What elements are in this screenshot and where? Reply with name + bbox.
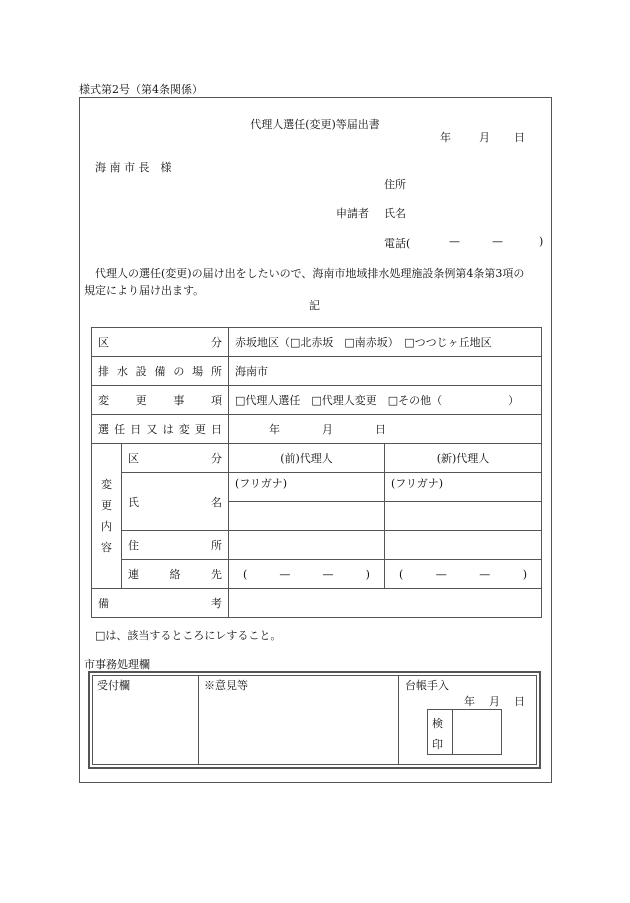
date-label: 選 任 日 又 は 変 更 日 <box>92 415 229 444</box>
before-contact-field: ( — — ) <box>229 560 385 589</box>
checkbox-note: □は、該当するところにレすること。 <box>95 629 282 642</box>
ledger-date-month: 月 <box>489 695 500 708</box>
before-agent-header: (前)代理人 <box>229 444 385 473</box>
body-text-line-2: 規定により届け出ます。 <box>84 284 205 297</box>
division-value: 赤坂地区（□北赤坂 □南赤坂） □つつじヶ丘地区 <box>229 328 542 357</box>
form-number-label: 様式第2号（第4条関係） <box>79 83 203 96</box>
seal-label-1: 検 <box>432 717 443 730</box>
applicant-phone-label: 電話( <box>384 237 411 250</box>
remarks-label: 備 考 <box>92 589 229 618</box>
seal-label-2: 印 <box>432 738 443 751</box>
ledger-label: 台帳手入 <box>405 679 449 692</box>
body-text-line-1: 代理人の選任(変更)の届け出をしたいので、海南市地域排水処理施設条例第4条第3項の <box>84 267 525 280</box>
applicant-phone-close: ) <box>539 235 544 248</box>
applicant-phone-dash-2: — <box>492 235 503 248</box>
date-day: 日 <box>514 131 525 144</box>
contact-label: 連 絡 先 <box>122 560 229 589</box>
row-date <box>92 415 542 444</box>
opinion-label: ※意見等 <box>204 679 248 692</box>
after-furigana: (フリガナ) <box>385 473 542 502</box>
change-item-value: □代理人選任 □代理人変更 □その他（ ） <box>229 386 542 415</box>
form-title: 代理人選任(変更)等届出書 <box>250 118 380 131</box>
applicant-phone-dash-1: — <box>449 235 460 248</box>
before-address-field <box>229 531 385 560</box>
after-address-field <box>385 531 542 560</box>
after-contact-field: ( — — ) <box>385 560 542 589</box>
reception-label: 受付欄 <box>97 679 130 692</box>
ledger-date-day: 日 <box>514 695 525 708</box>
location-label: 排 水 設 備 の 場 所 <box>92 357 229 386</box>
change-contents-label: 変 更 内 容 <box>92 444 122 589</box>
applicant-name-label: 氏名 <box>384 207 406 220</box>
before-name-field <box>229 502 385 531</box>
details-table <box>91 327 542 618</box>
addressee: 海 南 市 長 様 <box>95 161 172 174</box>
row-furigana <box>92 473 542 502</box>
date-year: 年 <box>440 131 451 144</box>
seal-divider <box>452 709 453 755</box>
division-label: 区 分 <box>92 328 229 357</box>
office-divider-1 <box>198 675 199 765</box>
before-furigana: (フリガナ) <box>229 473 385 502</box>
ki-label: 記 <box>309 299 320 312</box>
sub-division-label: 区 分 <box>122 444 229 473</box>
ledger-date-year: 年 <box>464 695 475 708</box>
after-agent-header: (新)代理人 <box>385 444 542 473</box>
after-name-field <box>385 502 542 531</box>
row-agent-address <box>92 531 542 560</box>
date-value: 年 月 日 <box>229 415 542 444</box>
row-change-item <box>92 386 542 415</box>
office-divider-2 <box>398 675 399 765</box>
office-section-label: 市事務処理欄 <box>84 658 150 671</box>
change-item-label: 変 更 事 項 <box>92 386 229 415</box>
row-remarks <box>92 589 542 618</box>
location-value: 海南市 <box>229 357 542 386</box>
applicant-label: 申請者 <box>336 207 369 220</box>
date-month: 月 <box>479 131 490 144</box>
agent-name-label: 氏 名 <box>122 473 229 531</box>
row-division <box>92 328 542 357</box>
remarks-field <box>229 589 542 618</box>
applicant-address-label: 住所 <box>384 178 406 191</box>
row-contact <box>92 560 542 589</box>
agent-address-label: 住 所 <box>122 531 229 560</box>
row-location <box>92 357 542 386</box>
row-sub-header <box>92 444 542 473</box>
